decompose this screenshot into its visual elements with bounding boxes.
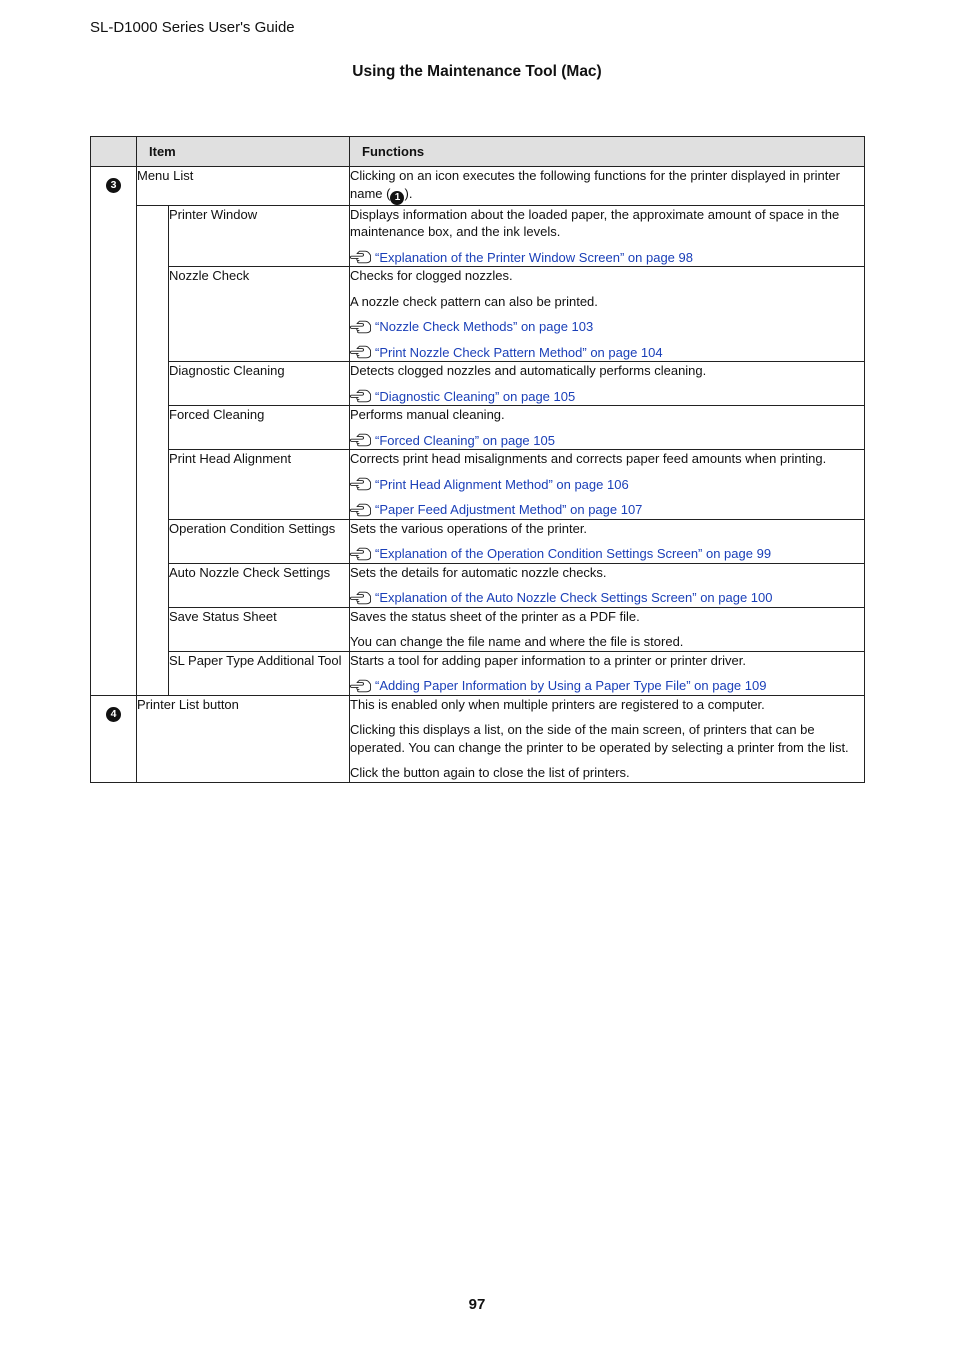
reference-link-text[interactable]: “Print Head Alignment Method” on page 106 [375, 476, 629, 492]
function-text: Corrects print head misalignments and corrects paper feed amounts when printing. [350, 451, 827, 466]
pointing-hand-icon [350, 345, 372, 359]
table-row [91, 406, 865, 450]
functions-cell [350, 362, 865, 406]
functions-cell [350, 695, 865, 782]
functions-table [90, 136, 865, 783]
table-row [91, 519, 865, 563]
table-row [91, 167, 865, 206]
function-text: Saves the status sheet of the printer as a PDF file. [350, 608, 640, 624]
functions-cell [350, 450, 865, 520]
functions-cell [350, 205, 865, 267]
reference-link-text[interactable]: “Explanation of the Operation Condition Settings Screen” on page 99 [375, 546, 772, 561]
function-text: Checks for clogged nozzles. [350, 268, 513, 283]
reference-link-text[interactable]: “Print Nozzle Check Pattern Method” on page 104 [375, 344, 663, 360]
pointing-hand-icon [350, 389, 372, 403]
page-number: 97 [468, 1296, 486, 1313]
item-cell: Printer Window [169, 205, 350, 267]
pointing-hand-icon [350, 250, 372, 264]
circled-number-icon: 4 [106, 707, 121, 722]
reference-link[interactable] [350, 501, 864, 519]
document-title: SL-D1000 Series User's Guide [90, 19, 295, 36]
item-cell: Print Head Alignment [169, 450, 350, 520]
reference-link[interactable] [350, 677, 864, 695]
header-item: Item [137, 137, 350, 167]
function-text: Detects clogged nozzles and automatically performs cleaning. [350, 363, 707, 378]
pointing-hand-icon [350, 477, 372, 491]
function-text: Starts a tool for adding paper information to a printer or printer driver. [350, 652, 746, 668]
reference-link[interactable] [350, 318, 864, 336]
header-marker-cell [91, 137, 137, 167]
item-cell: Operation Condition Settings [169, 519, 350, 563]
pointing-hand-icon [350, 320, 372, 334]
reference-link-text[interactable]: “Explanation of the Printer Window Screen” on page 98 [375, 249, 693, 265]
section-title: Using the Maintenance Tool (Mac) [352, 63, 602, 80]
table-row [91, 563, 865, 607]
reference-link[interactable] [350, 249, 864, 267]
table-row [91, 450, 865, 520]
function-text: Performs manual cleaning. [350, 407, 505, 422]
table-row [91, 695, 865, 782]
item-cell: Nozzle Check [169, 267, 350, 362]
functions-cell [350, 406, 865, 450]
table-row [91, 267, 865, 362]
reference-link-text[interactable]: “Diagnostic Cleaning” on page 105 [375, 388, 576, 404]
reference-link[interactable] [350, 545, 864, 563]
table-row [91, 651, 865, 695]
function-text: Sets the various operations of the printer. [350, 520, 588, 536]
indent-cell [137, 205, 169, 695]
table-header-row [91, 137, 865, 167]
reference-link-text[interactable]: “Paper Feed Adjustment Method” on page 107 [375, 502, 643, 517]
functions-cell [350, 267, 865, 362]
reference-link[interactable] [350, 476, 864, 494]
function-text: Sets the details for automatic nozzle checks. [350, 564, 607, 580]
circled-number-icon: 3 [106, 178, 121, 193]
reference-link[interactable] [350, 432, 864, 450]
reference-link[interactable] [350, 344, 864, 362]
header-functions: Functions [350, 137, 865, 167]
marker-cell [91, 695, 137, 782]
pointing-hand-icon [350, 591, 372, 605]
functions-cell [350, 651, 865, 695]
reference-link-text[interactable]: “Nozzle Check Methods” on page 103 [375, 319, 594, 334]
item-cell: Forced Cleaning [169, 406, 350, 450]
functions-cell [350, 563, 865, 607]
functions-cell: Clicking on an icon executes the following functions for the printer displayed in printer name ( 1 ). [350, 167, 865, 206]
reference-link[interactable] [350, 589, 864, 607]
item-cell: SL Paper Type Additional Tool [169, 651, 350, 695]
reference-link-text[interactable]: “Adding Paper Information by Using a Paper Type File” on page 109 [375, 678, 767, 693]
pointing-hand-icon [350, 679, 372, 693]
item-cell: Save Status Sheet [169, 607, 350, 651]
function-text: This is enabled only when multiple printers are registered to a computer. [350, 696, 765, 712]
reference-link[interactable] [350, 388, 864, 406]
table-row [91, 607, 865, 651]
item-cell: Menu List [137, 167, 350, 206]
pointing-hand-icon [350, 503, 372, 517]
table-row [91, 205, 865, 267]
item-cell: Printer List button [137, 695, 350, 782]
function-text: You can change the file name and where the file is stored. [350, 634, 684, 649]
item-cell: Auto Nozzle Check Settings [169, 563, 350, 607]
table-row [91, 362, 865, 406]
item-cell: Diagnostic Cleaning [169, 362, 350, 406]
functions-cell [350, 607, 865, 651]
functions-cell [350, 519, 865, 563]
function-text: A nozzle check pattern can also be printed. [350, 293, 598, 309]
pointing-hand-icon [350, 433, 372, 447]
circled-number-icon: 1 [390, 191, 404, 205]
function-text: Clicking this displays a list, on the side of the main screen, of printers that can be operated. You can change the printer to be operated by selecting a printer from the list. [350, 722, 849, 755]
marker-cell [91, 167, 137, 696]
function-text: Click the button again to close the list of printers. [350, 765, 630, 780]
reference-link-text[interactable]: “Explanation of the Auto Nozzle Check Settings Screen” on page 100 [375, 590, 773, 605]
pointing-hand-icon [350, 547, 372, 561]
function-text: Displays information about the loaded paper, the approximate amount of space in the maintenance box, and the ink levels. [350, 206, 840, 239]
reference-link-text[interactable]: “Forced Cleaning” on page 105 [375, 432, 555, 448]
